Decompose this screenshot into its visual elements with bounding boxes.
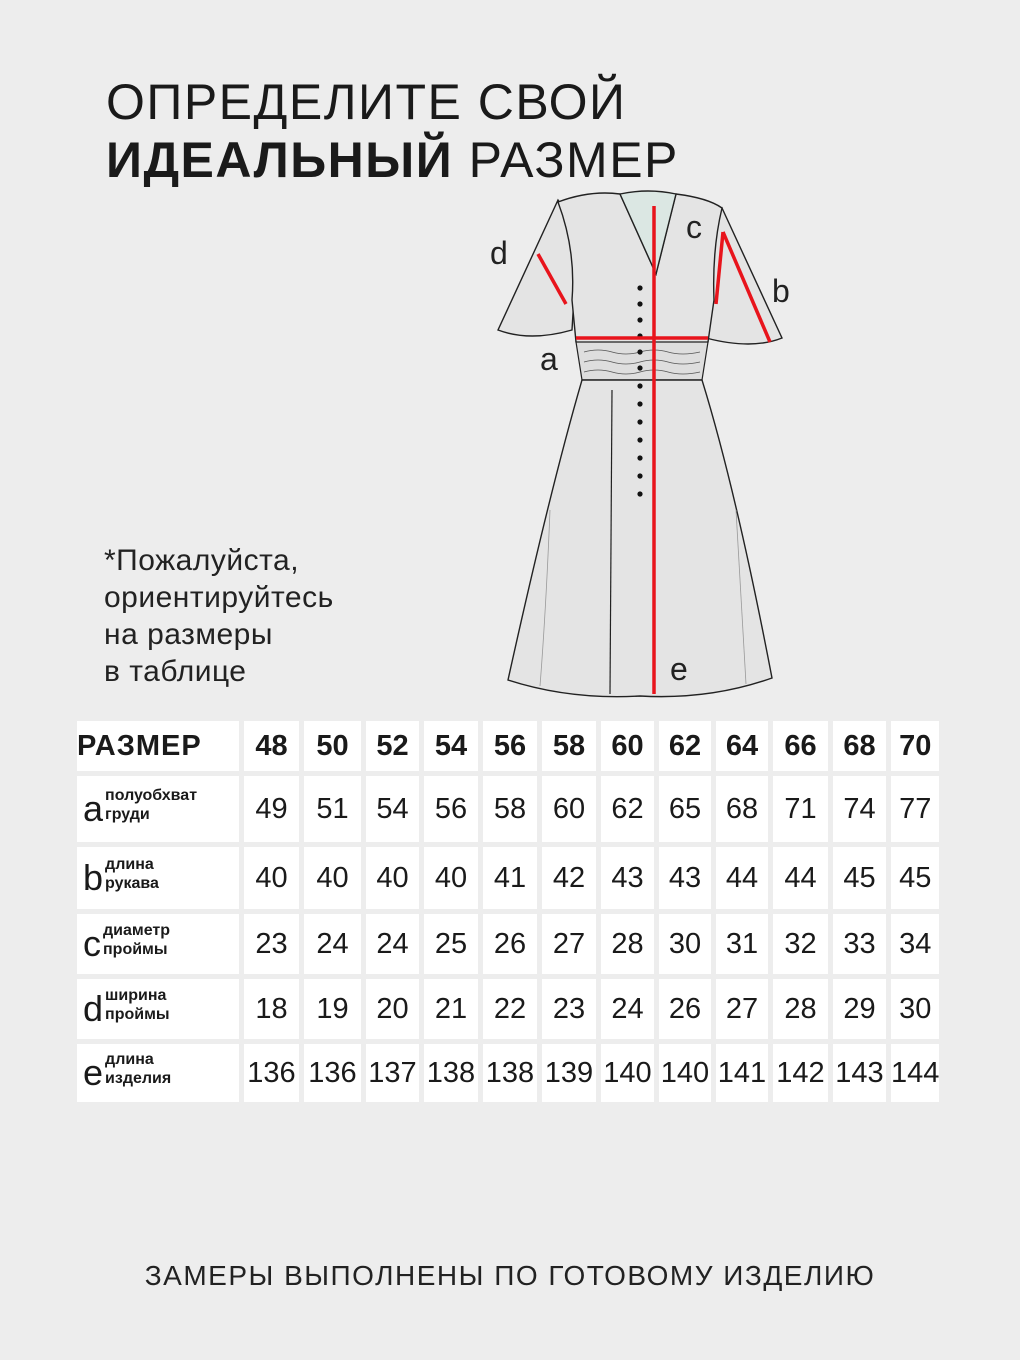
size-header-cell: 70 [891, 721, 939, 771]
value-cell: 23 [244, 914, 299, 974]
value-cell: 24 [304, 914, 361, 974]
value-cell: 41 [483, 847, 537, 909]
row-description-line-1: длина [105, 1051, 154, 1068]
value-cell: 143 [833, 1044, 886, 1102]
size-header-cell: 60 [601, 721, 654, 771]
row-description [105, 855, 159, 893]
value-cell: 136 [304, 1044, 361, 1102]
row-description-line-1: ширина [105, 987, 167, 1004]
value-cell: 22 [483, 979, 537, 1039]
row-header-cell [77, 979, 239, 1039]
value-cell: 56 [424, 776, 478, 842]
row-header-cell [77, 847, 239, 909]
size-header-cell: 50 [304, 721, 361, 771]
size-header-cell: 52 [366, 721, 419, 771]
note-line-1: *Пожалуйста, [104, 544, 300, 577]
value-cell: 24 [601, 979, 654, 1039]
size-note [104, 542, 334, 690]
title-line-2 [106, 132, 679, 188]
row-header-cell [77, 776, 239, 842]
value-cell: 28 [773, 979, 828, 1039]
note-line-2: ориентируйтесь [104, 581, 334, 614]
value-cell: 43 [659, 847, 711, 909]
value-cell: 34 [891, 914, 939, 974]
table-row [77, 914, 939, 974]
size-header-cell: 54 [424, 721, 478, 771]
value-cell: 45 [891, 847, 939, 909]
row-header [77, 987, 239, 1029]
value-cell: 20 [366, 979, 419, 1039]
value-cell: 43 [601, 847, 654, 909]
row-letter: c [83, 923, 101, 964]
row-letter: e [83, 1052, 104, 1093]
value-cell: 21 [424, 979, 478, 1039]
row-description-line-1: диаметр [103, 922, 171, 939]
footer-note: ЗАМЕРЫ ВЫПОЛНЕНЫ ПО ГОТОВОМУ ИЗДЕЛИЮ [144, 1260, 876, 1291]
value-cell: 62 [601, 776, 654, 842]
value-cell: 27 [542, 914, 596, 974]
label-c: c [686, 209, 702, 245]
table-row [77, 1044, 939, 1102]
value-cell: 25 [424, 914, 478, 974]
table-header-row [77, 721, 939, 771]
row-header [77, 787, 239, 829]
value-cell: 68 [716, 776, 768, 842]
note-line-4: в таблице [104, 655, 247, 688]
size-header-cell: 56 [483, 721, 537, 771]
value-cell: 31 [716, 914, 768, 974]
value-cell: 23 [542, 979, 596, 1039]
value-cell: 136 [244, 1044, 299, 1102]
row-header-cell [77, 914, 239, 974]
value-cell: 140 [601, 1044, 654, 1102]
table-row [77, 979, 939, 1039]
value-cell: 51 [304, 776, 361, 842]
row-letter: b [83, 857, 104, 898]
table-row [77, 847, 939, 909]
value-cell: 26 [659, 979, 711, 1039]
row-description-line-2: груди [105, 806, 150, 823]
value-cell: 44 [773, 847, 828, 909]
row-description [105, 786, 197, 824]
size-header-cell: 58 [542, 721, 596, 771]
value-cell: 138 [424, 1044, 478, 1102]
value-cell: 28 [601, 914, 654, 974]
size-header-cell: 62 [659, 721, 711, 771]
value-cell: 141 [716, 1044, 768, 1102]
size-header-cell: 64 [716, 721, 768, 771]
note-line-3: на размеры [104, 618, 273, 651]
value-cell: 33 [833, 914, 886, 974]
value-cell: 144 [891, 1044, 939, 1102]
row-description-line-2: изделия [105, 1070, 172, 1087]
value-cell: 29 [833, 979, 886, 1039]
page-title [106, 74, 679, 188]
value-cell: 19 [304, 979, 361, 1039]
value-cell: 60 [542, 776, 596, 842]
label-d: d [490, 235, 508, 271]
row-header [77, 1051, 239, 1093]
value-cell: 137 [366, 1044, 419, 1102]
value-cell: 58 [483, 776, 537, 842]
title-bold-word: ИДЕАЛЬНЫЙ [106, 132, 454, 188]
row-letter: d [83, 988, 104, 1029]
value-cell: 27 [716, 979, 768, 1039]
row-description-line-2: проймы [103, 941, 168, 958]
value-cell: 40 [304, 847, 361, 909]
value-cell: 32 [773, 914, 828, 974]
dress-diagram [480, 190, 820, 710]
row-letter: a [83, 788, 104, 829]
row-header [77, 856, 239, 898]
value-cell: 26 [483, 914, 537, 974]
row-header-cell [77, 1044, 239, 1102]
value-cell: 30 [891, 979, 939, 1039]
title-regular-word: РАЗМЕР [468, 132, 679, 188]
value-cell: 30 [659, 914, 711, 974]
size-header-cell: 66 [773, 721, 828, 771]
value-cell: 77 [891, 776, 939, 842]
value-cell: 44 [716, 847, 768, 909]
value-cell: 42 [542, 847, 596, 909]
skirt [508, 380, 772, 697]
value-cell: 71 [773, 776, 828, 842]
size-header-cell: 48 [244, 721, 299, 771]
value-cell: 45 [833, 847, 886, 909]
header-label-cell: РАЗМЕР [77, 721, 239, 771]
value-cell: 54 [366, 776, 419, 842]
value-cell: 18 [244, 979, 299, 1039]
label-a: a [540, 341, 558, 377]
row-description-line-2: рукава [105, 875, 159, 892]
label-e: e [670, 651, 688, 687]
value-cell: 40 [366, 847, 419, 909]
value-cell: 74 [833, 776, 886, 842]
label-b: b [772, 273, 790, 309]
row-description [105, 986, 170, 1024]
value-cell: 40 [424, 847, 478, 909]
value-cell: 138 [483, 1044, 537, 1102]
row-description-line-1: полуобхват [105, 787, 198, 804]
row-header [77, 922, 239, 964]
value-cell: 140 [659, 1044, 711, 1102]
title-line-1: ОПРЕДЕЛИТЕ СВОЙ [106, 74, 627, 130]
value-cell: 142 [773, 1044, 828, 1102]
value-cell: 24 [366, 914, 419, 974]
row-description-line-2: проймы [105, 1006, 170, 1023]
row-description [105, 1050, 171, 1088]
size-header-cell: 68 [833, 721, 886, 771]
value-cell: 40 [244, 847, 299, 909]
row-description-line-1: длина [105, 856, 154, 873]
value-cell: 65 [659, 776, 711, 842]
value-cell: 139 [542, 1044, 596, 1102]
value-cell: 49 [244, 776, 299, 842]
table-row [77, 776, 939, 842]
smocked-waist [576, 342, 708, 380]
row-description [103, 921, 170, 959]
size-table [72, 716, 944, 1107]
